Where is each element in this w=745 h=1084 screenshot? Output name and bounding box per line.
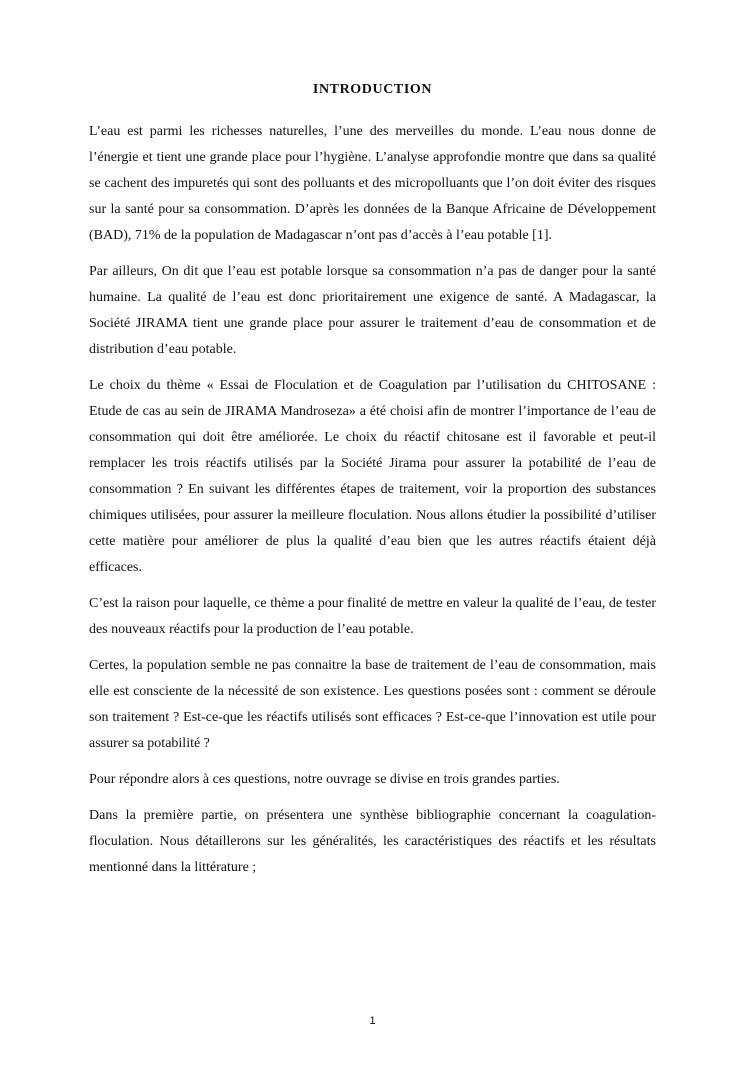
paragraph-6: Pour répondre alors à ces questions, notre ouvrage se divise en trois grandes parties. bbox=[89, 772, 560, 787]
paragraph-2: Par ailleurs, On dit que l’eau est potable lorsque sa consommation n’a pas de danger pour la santé humaine. La qualité de l’eau est donc prioritairement une exigence de santé. A Madagascar, la Société JIRAMA tient une grande place pour assurer le traitement d’eau de consommation et de distribution d’eau potable. bbox=[89, 264, 656, 357]
page-title: INTRODUCTION bbox=[312, 82, 433, 97]
paragraph-3: Le choix du thème « Essai de Floculation et de Coagulation par l’utilisation du CHITOSANE : Etude de cas au sein de JIRAMA Mandroseza» a été choisi afin de montrer l’importance de l’eau de consommation qui doit être améliorée. Le choix du réactif chitosane est il favorable et peut-il remplacer les trois réactifs utilisés par la Société Jirama pour assurer la potabilité de l’eau de consommation ? En suivant les différentes étapes de traitement, voir la proportion des substances chimiques utilisées, pour assurer la meilleure floculation. Nous allons étudier la possibilité d’utiliser cette matière pour améliorer de plus la qualité d’eau bien que les autres réactifs étaient déjà efficaces. bbox=[89, 378, 656, 575]
paragraph-4: C’est la raison pour laquelle, ce thème a pour finalité de mettre en valeur la qualité de l’eau, de tester des nouveaux réactifs pour la production de l’eau potable. bbox=[89, 596, 656, 637]
paragraph-7: Dans la première partie, on présentera une synthèse bibliographie concernant la coagulation-floculation. Nous détaillerons sur les généralités, les caractéristiques des réactifs et les résultats mentionné dans la littérature ; bbox=[89, 808, 656, 875]
page-number: 1 bbox=[369, 1015, 376, 1027]
document-body bbox=[89, 119, 656, 891]
paragraph-5: Certes, la population semble ne pas connaitre la base de traitement de l’eau de consommation, mais elle est consciente de la nécessité de son existence. Les questions posées sont : comment se déroule son traitement ? Est-ce-que les réactifs utilisés sont efficaces ? Est-ce-que l’innovation est utile pour assurer sa potabilité ? bbox=[89, 658, 656, 751]
paragraph-1: L’eau est parmi les richesses naturelles, l’une des merveilles du monde. L’eau nous donne de l’énergie et tient une grande place pour l’hygiène. L’analyse approfondie montre que dans sa qualité se cachent des impuretés qui sont des polluants et des micropolluants que l’on doit éviter des risques sur la santé pour sa consommation. D’après les données de la Banque Africaine de Développement (BAD), 71% de la population de Madagascar n’ont pas d’accès à l’eau potable [1]. bbox=[89, 124, 656, 243]
